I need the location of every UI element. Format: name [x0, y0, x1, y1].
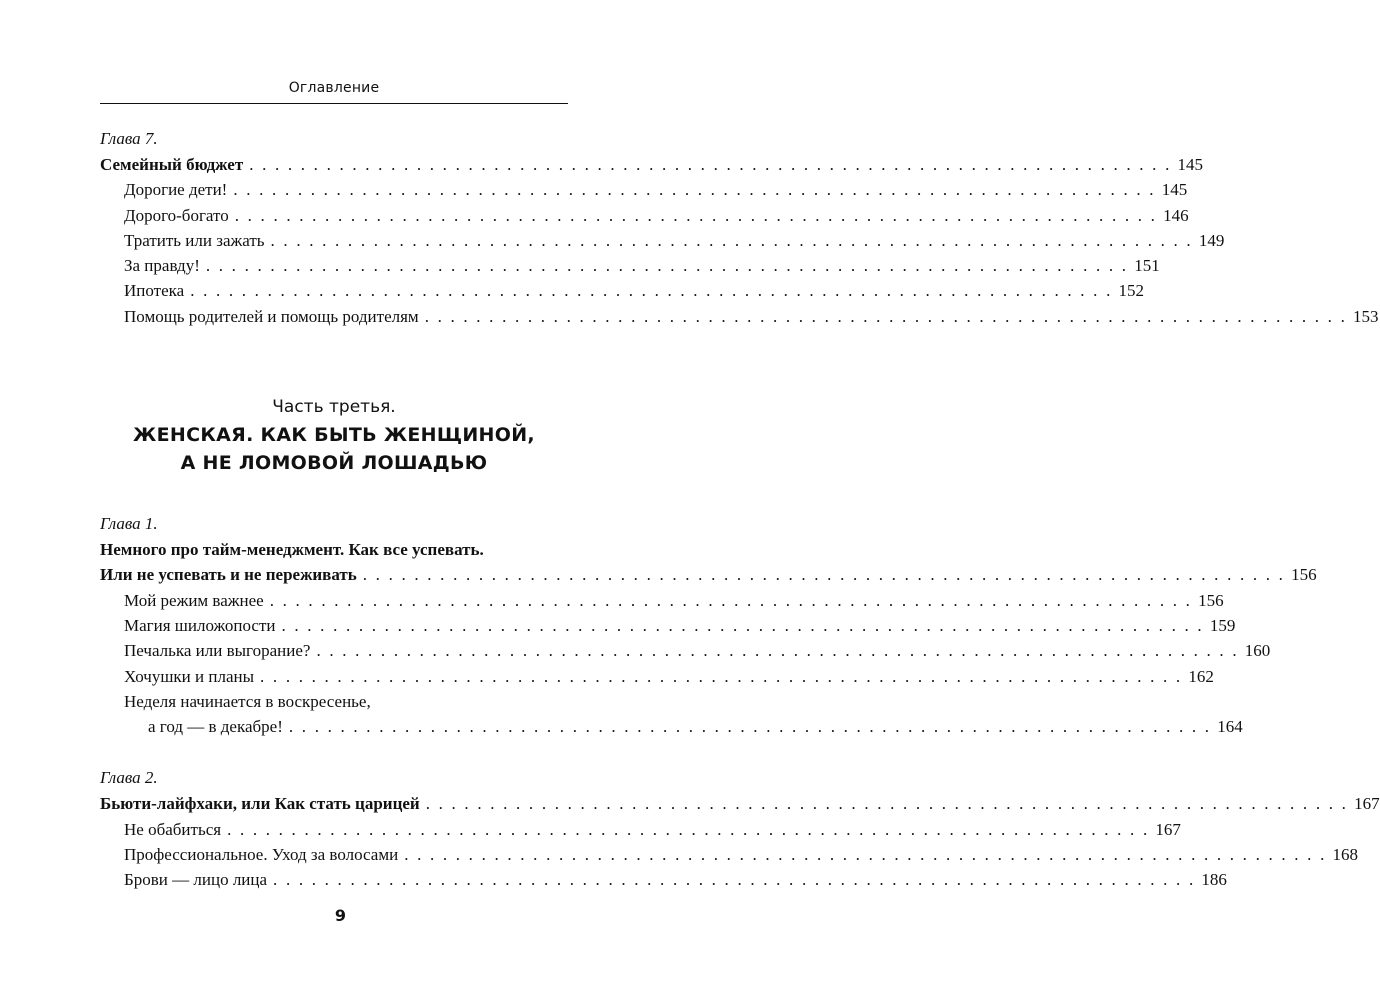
- toc-entry[interactable]: [100, 228, 1225, 253]
- toc-entry[interactable]: [100, 253, 1160, 278]
- toc-entry-page: 145: [1161, 180, 1188, 200]
- toc-entry-page: 151: [1134, 256, 1160, 276]
- toc-entry-page: 149: [1198, 230, 1225, 250]
- dot-leader: . . . . . . . . . . . . . . . . . . . . . . . . . . . . . . . . . . . . . . . . . . . . . . . . . . . . . . . . . . . . . . . . . . . . . . . .: [260, 666, 1183, 686]
- toc-entry[interactable]: [100, 714, 1243, 739]
- toc-entry[interactable]: [100, 588, 1224, 613]
- toc-chapter-entry[interactable]: [100, 791, 1380, 816]
- toc-chapter-title-line[interactable]: Немного про тайм-менеджмент. Как все успевать.: [100, 540, 484, 560]
- toc-entry-page: 162: [1188, 666, 1214, 686]
- toc-entry[interactable]: [100, 177, 1188, 202]
- toc-entry-page: 152: [1118, 281, 1145, 301]
- toc-entry-title: Мой режим важнее: [124, 590, 264, 610]
- dot-leader: . . . . . . . . . . . . . . . . . . . . . . . . . . . . . . . . . . . . . . . . . . . . . . . . . . . . . . . . . . . . . . . . . . . . . . . .: [362, 565, 1286, 585]
- toc-entry-title: Брови — лицо лица: [124, 870, 268, 890]
- toc-entry[interactable]: [100, 842, 1359, 867]
- dot-leader: . . . . . . . . . . . . . . . . . . . . . . . . . . . . . . . . . . . . . . . . . . . . . . . . . . . . . . . . . . . . . . . . . . . . . . . .: [190, 281, 1113, 301]
- toc-entry[interactable]: [100, 867, 1227, 892]
- part-label: Часть третья.: [272, 397, 396, 418]
- toc-entry[interactable]: [100, 278, 1145, 303]
- dot-leader: . . . . . . . . . . . . . . . . . . . . . . . . . . . . . . . . . . . . . . . . . . . . . . . . . . . . . . . . . . . . . . . . . . . . . . . .: [233, 180, 1156, 200]
- section-gap: [100, 739, 568, 765]
- toc-entry-page: 145: [1177, 155, 1204, 174]
- toc-entry[interactable]: [100, 304, 1379, 329]
- toc-entry-title: Ипотека: [124, 281, 185, 301]
- dot-leader: . . . . . . . . . . . . . . . . . . . . . . . . . . . . . . . . . . . . . . . . . . . . . . . . . . . . . . . . . . . . . . . . . . . . . . . .: [281, 615, 1204, 635]
- toc-entry-title: а год — в декабре!: [148, 717, 283, 737]
- toc-entry-page: 156: [1198, 590, 1224, 610]
- toc-entry-page: 156: [1291, 565, 1317, 585]
- toc-entry-title-line[interactable]: Неделя начинается в воскресенье,: [124, 691, 371, 711]
- dot-leader: . . . . . . . . . . . . . . . . . . . . . . . . . . . . . . . . . . . . . . . . . . . . . . . . . . . . . . . . . . . . . . . . . . . . . . . .: [249, 155, 1172, 174]
- toc-entry-title: Печалька или выгорание?: [124, 641, 311, 661]
- toc-entry-title: Магия шиложопости: [124, 615, 276, 635]
- header-rule: [100, 103, 568, 104]
- toc-entry[interactable]: [100, 613, 1236, 638]
- toc-entry-page: 159: [1209, 615, 1236, 635]
- dot-leader: . . . . . . . . . . . . . . . . . . . . . . . . . . . . . . . . . . . . . . . . . . . . . . . . . . . . . . . . . . . . . . . . . . . . . . . .: [425, 794, 1349, 814]
- toc-entry-title: Или не успевать и не переживать: [100, 565, 357, 585]
- toc-entry-page: 167: [1155, 819, 1181, 839]
- dot-leader: . . . . . . . . . . . . . . . . . . . . . . . . . . . . . . . . . . . . . . . . . . . . . . . . . . . . . . . . . . . . . . . . . . . . . . . .: [424, 306, 1348, 326]
- toc-entry-page: 167: [1354, 794, 1380, 814]
- section-gap: [100, 329, 568, 393]
- chapter-label: Глава 1.: [100, 514, 158, 534]
- dot-leader: . . . . . . . . . . . . . . . . . . . . . . . . . . . . . . . . . . . . . . . . . . . . . . . . . . . . . . . . . . . . . . . . . . . . . . . .: [269, 590, 1193, 610]
- running-header: Оглавление: [288, 80, 380, 96]
- toc-entry[interactable]: [100, 638, 1271, 663]
- dot-leader: . . . . . . . . . . . . . . . . . . . . . . . . . . . . . . . . . . . . . . . . . . . . . . . . . . . . . . . . . . . . . . . . . . . . . . . .: [273, 870, 1196, 890]
- toc-entry-title: Хочушки и планы: [124, 666, 255, 686]
- toc-entry-page: 186: [1201, 870, 1227, 890]
- toc-entry-page: 164: [1217, 717, 1243, 737]
- part-title-line-1: ЖЕНСКАЯ. КАК БЫТЬ ЖЕНЩИНОЙ,: [133, 424, 535, 447]
- toc-entry-page: 153: [1353, 306, 1379, 326]
- toc-entry-page: 146: [1163, 205, 1189, 225]
- toc-entry-title: Не обабиться: [124, 819, 222, 839]
- part-title-line-2: А НЕ ЛОМОВОЙ ЛОШАДЬЮ: [180, 452, 488, 475]
- toc-entry[interactable]: [100, 817, 1181, 842]
- dot-leader: . . . . . . . . . . . . . . . . . . . . . . . . . . . . . . . . . . . . . . . . . . . . . . . . . . . . . . . . . . . . . . . . . . . . . . . .: [288, 717, 1212, 737]
- chapter-label: Глава 2.: [100, 768, 158, 788]
- dot-leader: . . . . . . . . . . . . . . . . . . . . . . . . . . . . . . . . . . . . . . . . . . . . . . . . . . . . . . . . . . . . . . . . . . . . . . . .: [316, 641, 1239, 661]
- dot-leader: . . . . . . . . . . . . . . . . . . . . . . . . . . . . . . . . . . . . . . . . . . . . . . . . . . . . . . . . . . . . . . . . . . . . . . . .: [234, 205, 1158, 225]
- dot-leader: . . . . . . . . . . . . . . . . . . . . . . . . . . . . . . . . . . . . . . . . . . . . . . . . . . . . . . . . . . . . . . . . . . . . . . . .: [205, 256, 1129, 276]
- toc-entry[interactable]: [100, 664, 1214, 689]
- dot-leader: . . . . . . . . . . . . . . . . . . . . . . . . . . . . . . . . . . . . . . . . . . . . . . . . . . . . . . . . . . . . . . . . . . . . . . . .: [404, 845, 1327, 865]
- toc-entry-title: Тратить или зажать: [124, 230, 265, 250]
- chapter-label: Глава 7.: [100, 129, 158, 148]
- toc-entry-page: 168: [1332, 845, 1359, 865]
- table-of-contents: [100, 126, 1380, 893]
- dot-leader: . . . . . . . . . . . . . . . . . . . . . . . . . . . . . . . . . . . . . . . . . . . . . . . . . . . . . . . . . . . . . . . . . . . . . . . .: [227, 819, 1150, 839]
- page-number: 9: [334, 906, 347, 925]
- toc-entry-title: Дорогие дети!: [124, 180, 228, 200]
- dot-leader: . . . . . . . . . . . . . . . . . . . . . . . . . . . . . . . . . . . . . . . . . . . . . . . . . . . . . . . . . . . . . . . . . . . . . . . .: [270, 230, 1193, 250]
- part-heading: [100, 393, 568, 477]
- toc-entry-page: 160: [1244, 641, 1271, 661]
- toc-chapter-entry[interactable]: [100, 562, 1317, 587]
- toc-entry-title: Бьюти-лайфхаки, или Как стать царицей: [100, 794, 420, 814]
- toc-entry-title: Профессиональное. Уход за волосами: [124, 845, 399, 865]
- toc-entry-title: Семейный бюджет: [100, 155, 244, 174]
- toc-entry[interactable]: [100, 203, 1189, 228]
- toc-entry-title: Помощь родителей и помощь родителям: [124, 306, 419, 326]
- toc-chapter-entry[interactable]: [100, 152, 1204, 177]
- toc-entry-title: Дорого-богато: [124, 205, 229, 225]
- toc-entry-title: За правду!: [124, 256, 200, 276]
